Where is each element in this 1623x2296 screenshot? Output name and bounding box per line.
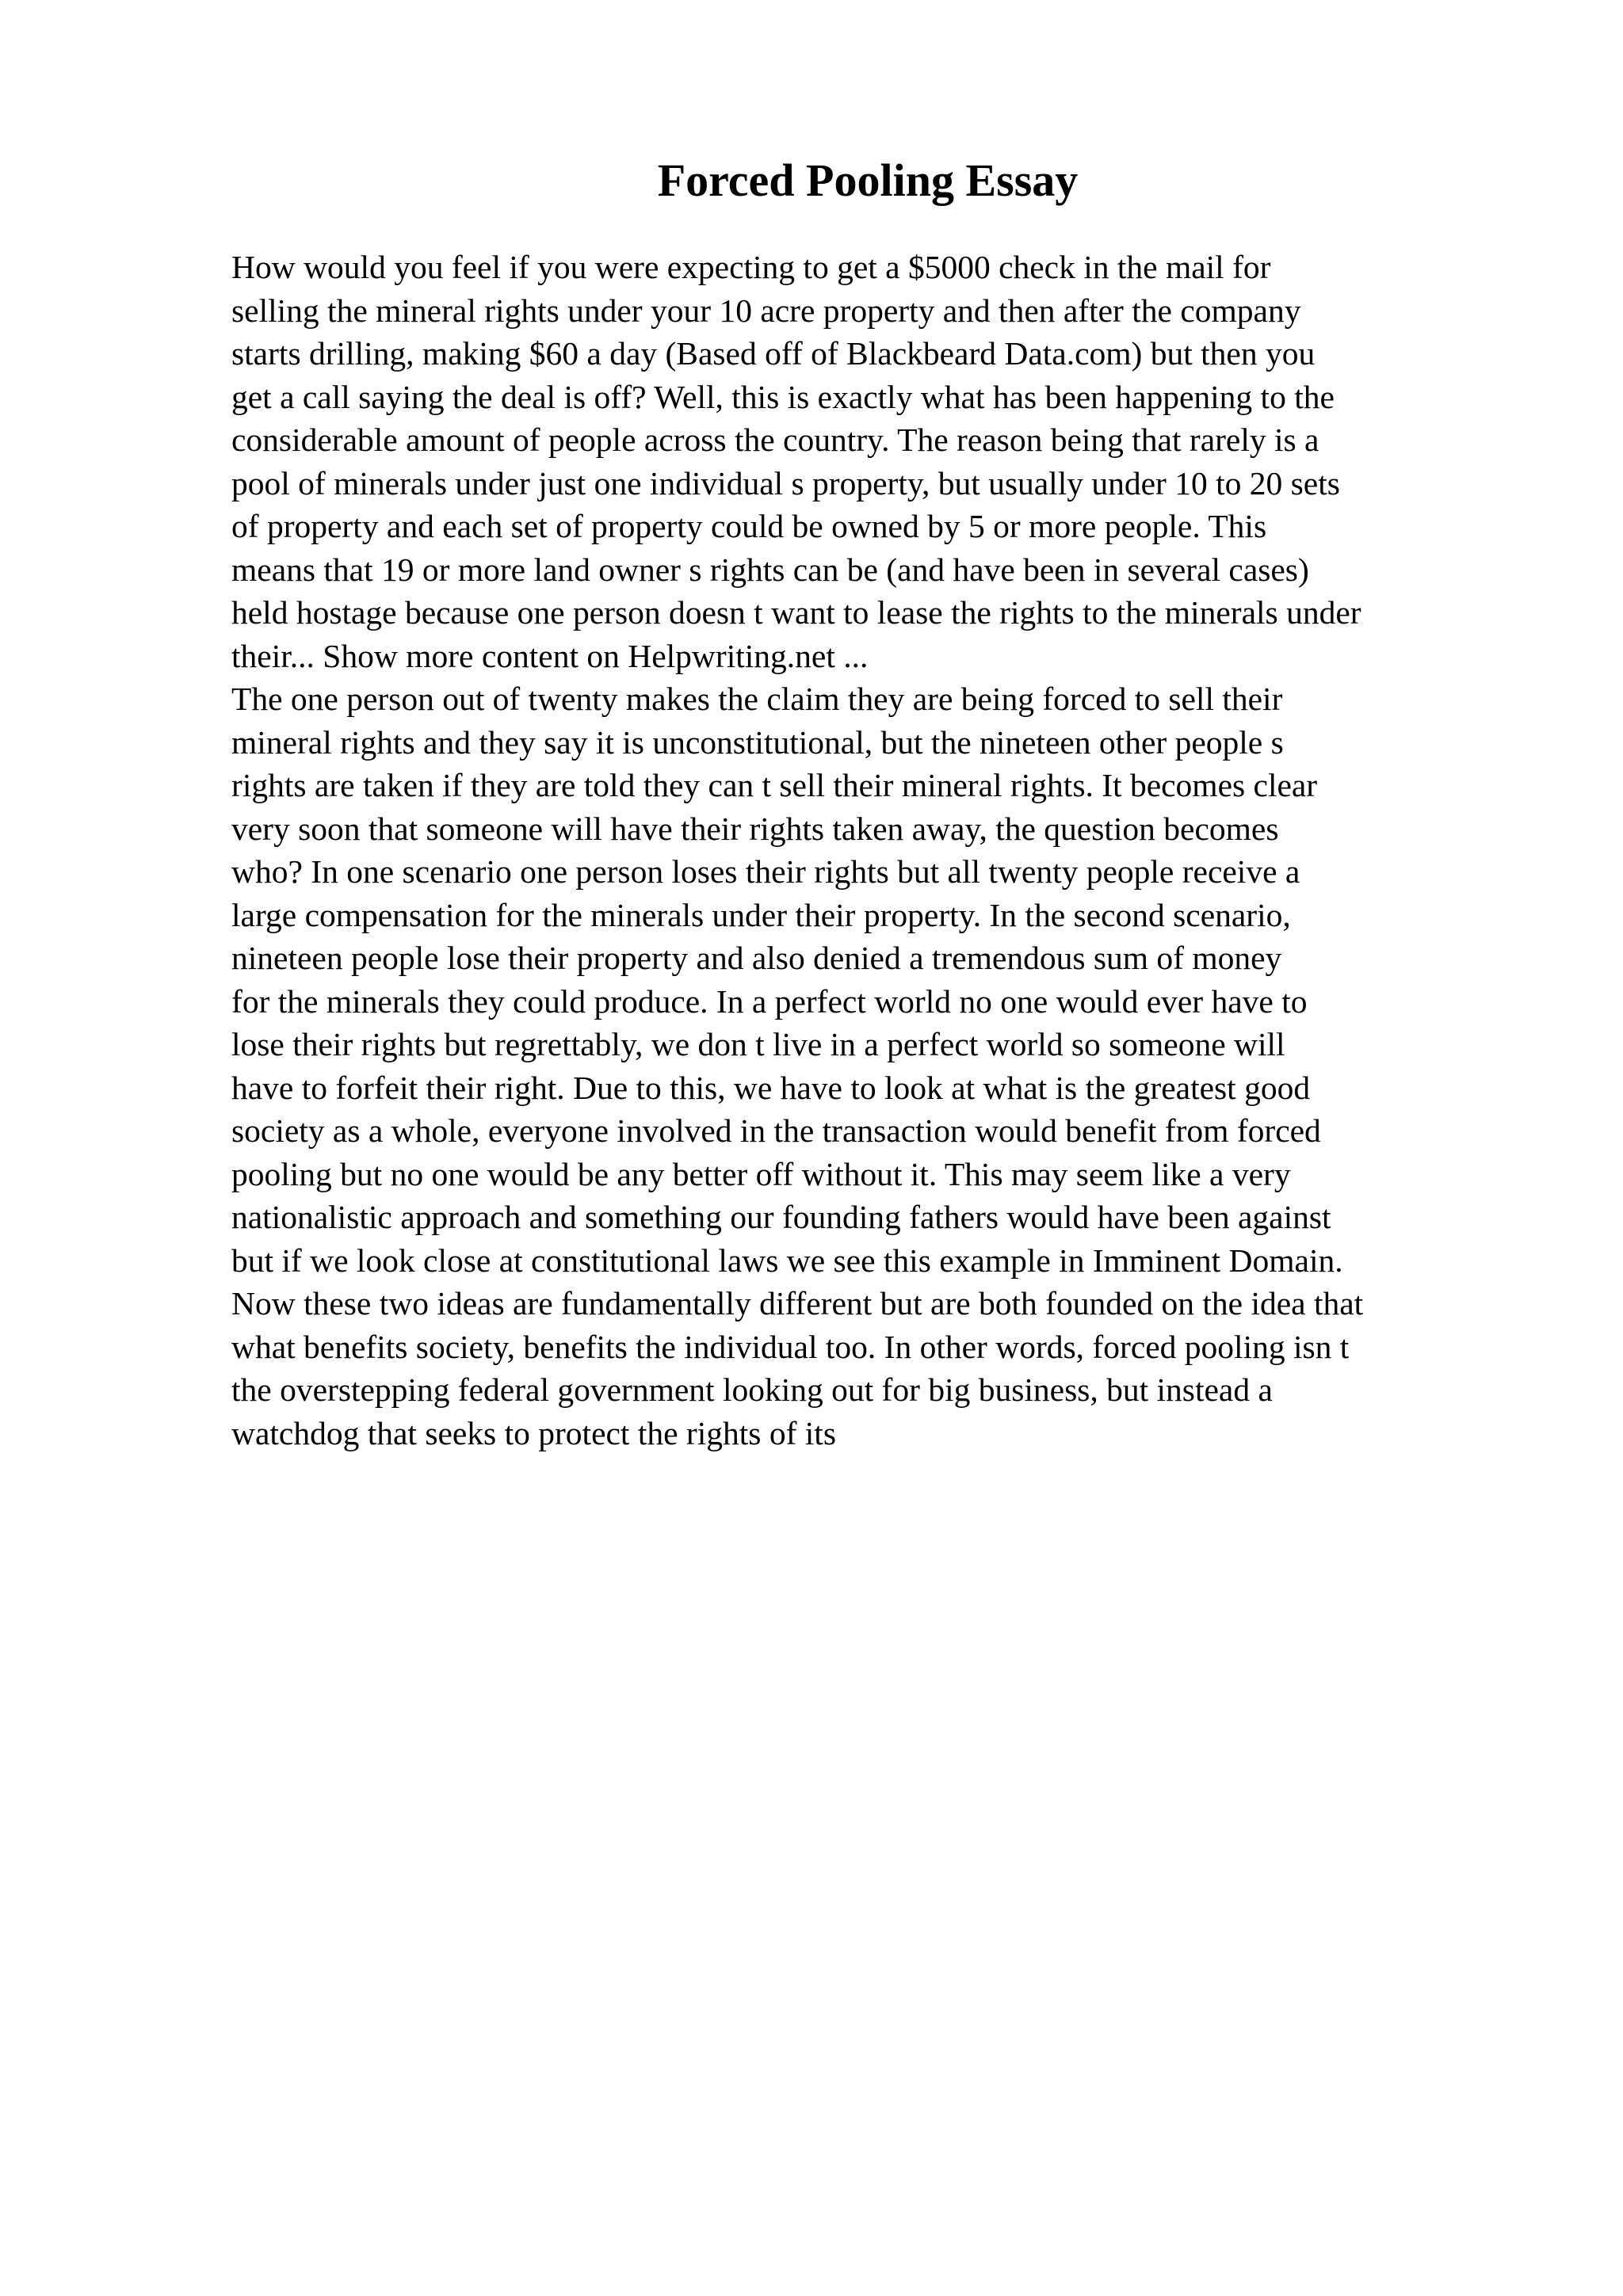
text-line: of property and each set of property could be owned by 5 or more people. This xyxy=(231,508,1267,544)
text-line: nineteen people lose their property and also denied a tremendous sum of money xyxy=(231,940,1282,976)
text-line: rights are taken if they are told they can t sell their mineral rights. It becomes clear xyxy=(231,767,1318,803)
document-title: Forced Pooling Essay xyxy=(657,154,1079,206)
text-line: society as a whole, everyone involved in the transaction would benefit from forced xyxy=(231,1112,1321,1149)
text-line: The one person out of twenty makes the claim they are being forced to sell their xyxy=(231,681,1283,717)
text-line: the overstepping federal government looking out for big business, but instead a xyxy=(231,1371,1273,1408)
text-line: very soon that someone will have their rights taken away, the question becomes xyxy=(231,810,1279,847)
text-line: large compensation for the minerals under their property. In the second scenario, xyxy=(231,896,1291,933)
text-line: mineral rights and they say it is unconstitutional, but the nineteen other people s xyxy=(231,723,1284,761)
text-line: lose their rights but regrettably, we don t live in a perfect world so someone will xyxy=(231,1026,1285,1062)
essay-body xyxy=(231,246,1531,1455)
text-line: but if we look close at constitutional laws we see this example in Imminent Domain. xyxy=(231,1241,1343,1279)
text-line: How would you feel if you were expecting to get a $5000 check in the mail for xyxy=(231,249,1271,285)
text-line: have to forfeit their right. Due to this, we have to look at what is the greatest good xyxy=(231,1069,1311,1106)
text-line: what benefits society, benefits the individual too. In other words, forced pooling isn t xyxy=(231,1328,1350,1365)
text-line: held hostage because one person doesn t want to lease the rights to the minerals under xyxy=(231,594,1361,631)
text-line: Now these two ideas are fundamentally different but are both founded on the idea that xyxy=(231,1285,1364,1322)
text-line: starts drilling, making $60 a day (Based off of Blackbeard Data.com) but then you xyxy=(231,335,1316,372)
text-line: their... Show more content on Helpwriting.net ... xyxy=(231,637,869,674)
text-line: for the minerals they could produce. In a perfect world no one would ever have to xyxy=(231,982,1308,1020)
text-line: pool of minerals under just one individual s property, but usually under 10 to 20 sets xyxy=(231,464,1340,502)
text-line: get a call saying the deal is off? Well, this is exactly what has been happening to the xyxy=(231,378,1335,415)
text-line: watchdog that seeks to protect the rights of its xyxy=(231,1414,836,1451)
text-line: nationalistic approach and something our founding fathers would have been against xyxy=(231,1199,1331,1235)
text-line: pooling but no one would be any better off without it. This may seem like a very xyxy=(231,1155,1291,1192)
text-line: selling the mineral rights under your 10 acre property and then after the company xyxy=(231,292,1301,329)
text-line: who? In one scenario one person loses their rights but all twenty people receive a xyxy=(231,853,1300,890)
text-line: means that 19 or more land owner s rights can be (and have been in several cases) xyxy=(231,551,1309,588)
text-line: considerable amount of people across the country. The reason being that rarely is a xyxy=(231,421,1319,458)
